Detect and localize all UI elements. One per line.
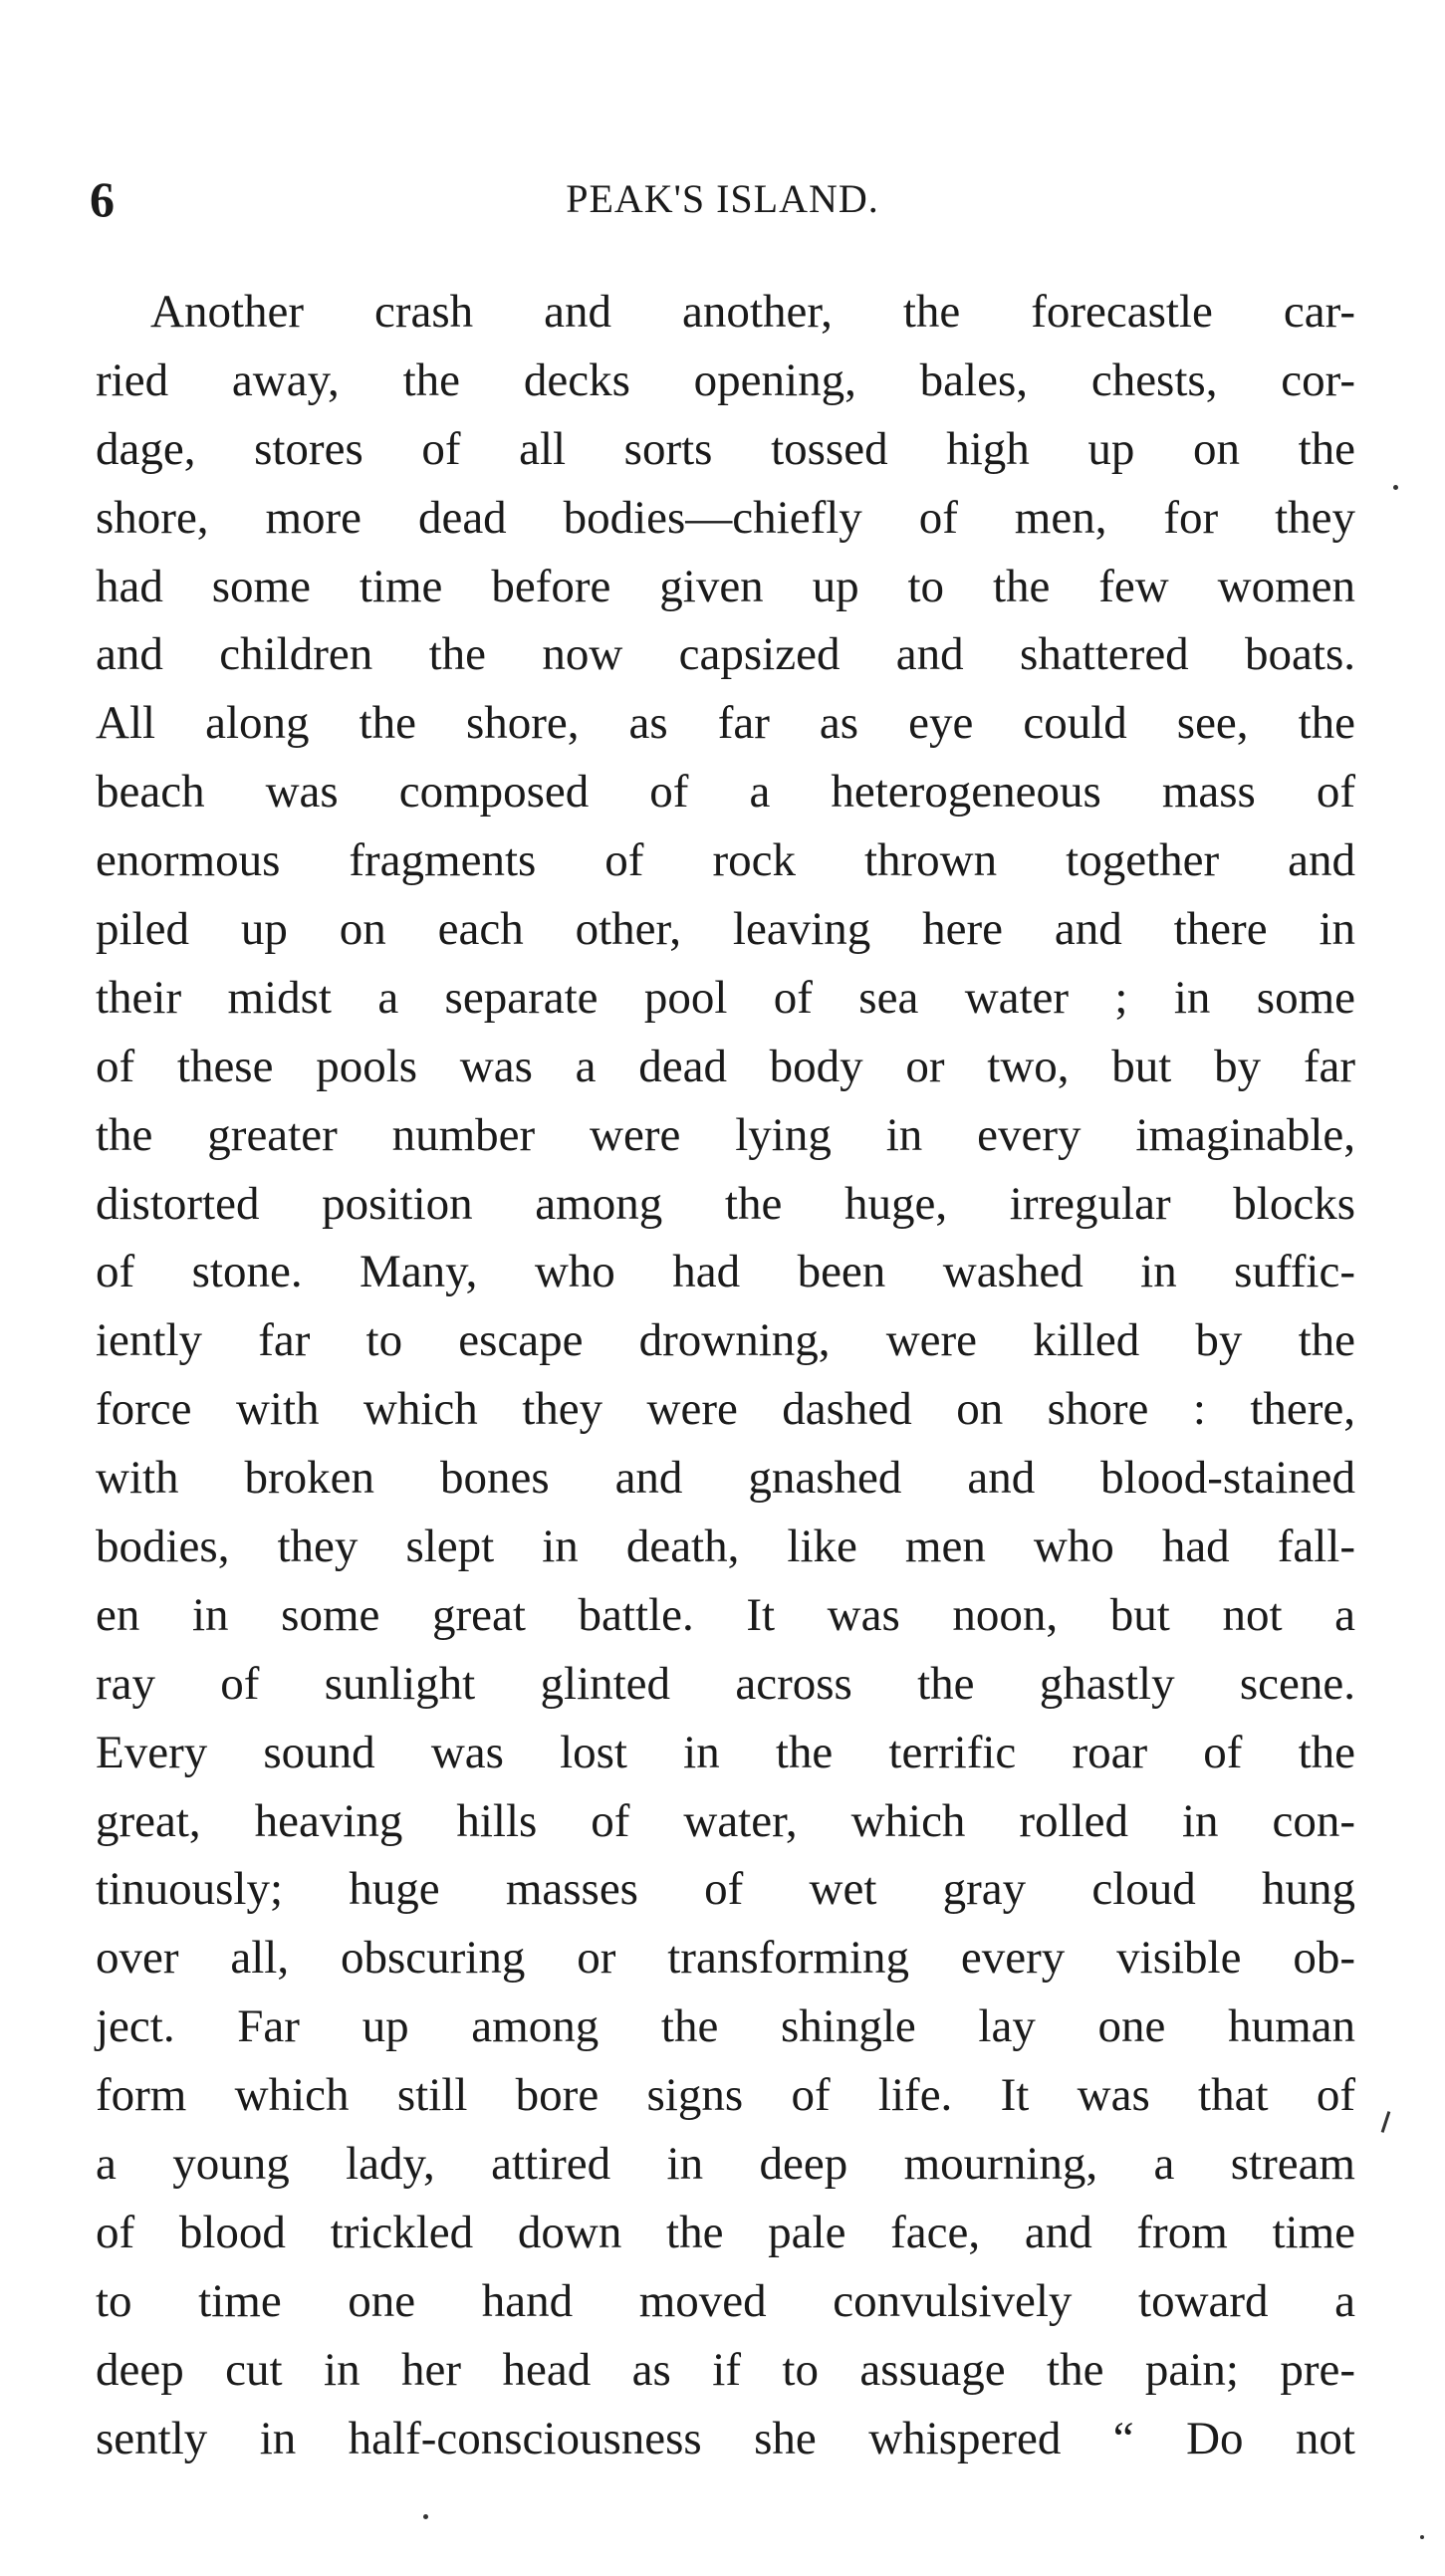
text-line: a young lady, attired in deep mourning, a stream — [96, 2138, 1355, 2191]
running-head: PEAK'S ISLAND. — [566, 176, 879, 221]
text-line: dage, stores of all sorts tossed high up on the — [96, 422, 1355, 475]
text-line: en in some great battle. It was noon, but not a — [96, 1588, 1355, 1641]
text-line: beach was composed of a heterogeneous mass of — [96, 766, 1355, 819]
text-line: deep cut in her head as if to assuage the pain; pre- — [96, 2343, 1355, 2396]
text-line: over all, obscuring or transforming every visible ob- — [96, 1932, 1355, 1985]
text-line: force with which they were dashed on shore : there, — [96, 1383, 1355, 1436]
text-line: with broken bones and gnashed and blood-stained — [96, 1452, 1355, 1505]
print-speck — [1393, 485, 1398, 490]
text-line: bodies, they slept in death, like men who had fall- — [96, 1521, 1355, 1573]
text-line: Every sound was lost in the terrific roar of the — [96, 1726, 1355, 1778]
text-line: shore, more dead bodies—chiefly of men, for they — [96, 491, 1355, 544]
text-line: piled up on each other, leaving here and there in — [96, 903, 1355, 956]
text-line: had some time before given up to the few women — [96, 560, 1355, 612]
print-speck — [1381, 2111, 1391, 2133]
text-line: All along the shore, as far as eye could see, the — [96, 697, 1355, 750]
text-line: Another crash and another, the forecastle car- — [150, 286, 1355, 338]
page-header — [0, 159, 1445, 239]
text-line: and children the now capsized and shattered boats. — [96, 628, 1355, 681]
text-line: ject. Far up among the shingle lay one human — [96, 2000, 1355, 2053]
text-line: ried away, the decks opening, bales, chests, cor- — [96, 353, 1355, 406]
text-line: tinuously; huge masses of wet gray cloud hung — [96, 1863, 1355, 1916]
text-line: great, heaving hills of water, which rolled in con- — [96, 1794, 1355, 1847]
text-line: enormous fragments of rock thrown together and — [96, 834, 1355, 887]
text-line: ray of sunlight glinted across the ghastly scene. — [96, 1657, 1355, 1710]
page-number: 6 — [90, 171, 115, 227]
text-line: iently far to escape drowning, were killed by the — [96, 1314, 1355, 1367]
text-line: the greater number were lying in every imaginable, — [96, 1108, 1355, 1161]
print-speck — [1420, 2535, 1424, 2539]
text-line: sently in half-consciousness she whispered “ Do not — [96, 2412, 1355, 2464]
text-line: to time one hand moved convulsively toward a — [96, 2274, 1355, 2327]
print-speck — [423, 2514, 428, 2519]
text-line: distorted position among the huge, irregular blocks — [96, 1177, 1355, 1230]
text-line: of blood trickled down the pale face, and from time — [96, 2206, 1355, 2258]
text-line: of stone. Many, who had been washed in suffic- — [96, 1246, 1355, 1298]
text-line: their midst a separate pool of sea water ; in some — [96, 971, 1355, 1024]
text-line: of these pools was a dead body or two, but by far — [96, 1040, 1355, 1092]
text-line: form which still bore signs of life. It was that of — [96, 2069, 1355, 2122]
body-paragraph — [96, 278, 1355, 2473]
